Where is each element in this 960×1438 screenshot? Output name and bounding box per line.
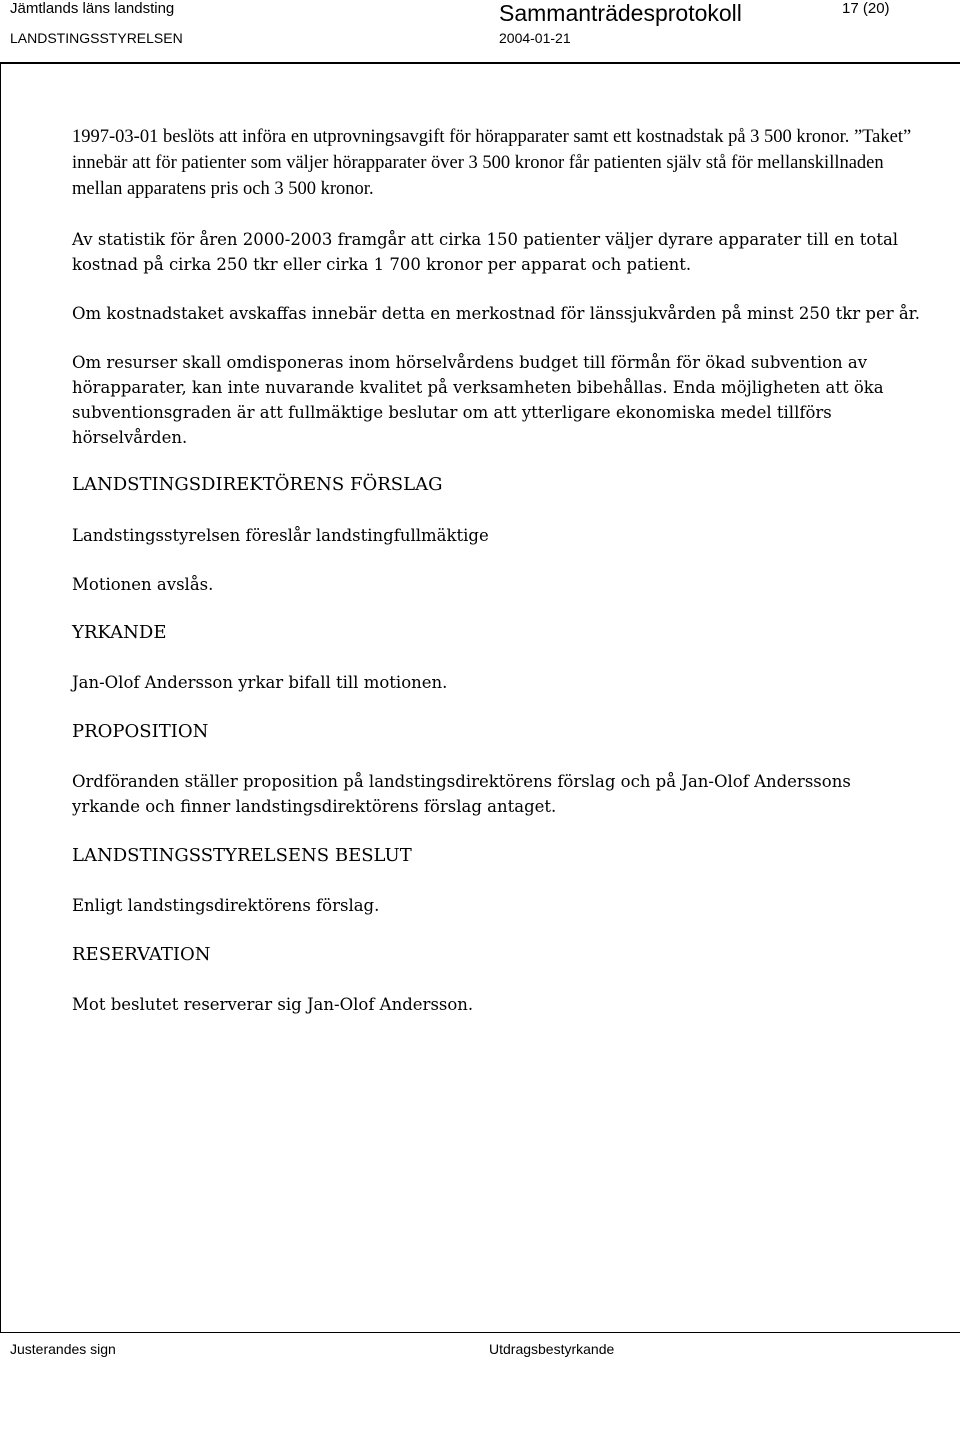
footer-rule [0,1332,960,1333]
decision-text: Enligt landstingsdirektörens förslag. [72,896,380,915]
heading-reservation: RESERVATION [72,944,211,965]
paragraph-cost-cap: Om kostnadstaket avskaffas innebär detta en merkostnad för länssjukvården på minst 250 tkr per år. [72,304,921,323]
proposal-intro: Landstingsstyrelsen föreslår landstingfullmäktige [72,526,489,545]
organization-name: Jämtlands läns landsting [10,0,175,17]
proposition-text: Ordföranden ställer proposition på landstingsdirektörens förslag och på Jan-Olof Anderssons yrkande och finner landstingsdirektörens förslag antaget. [72,772,851,816]
heading-motion: YRKANDE [72,622,167,643]
extract-label: Utdragsbestyrkande [489,1341,615,1357]
heading-decision: LANDSTINGSSTYRELSENS BESLUT [72,845,412,866]
page-number: 17 (20) [842,0,890,17]
heading-proposition: PROPOSITION [72,721,209,742]
reservation-text: Mot beslutet reserverar sig Jan-Olof Andersson. [72,995,474,1014]
board-name: LANDSTINGSSTYRELSEN [10,30,183,46]
margin-rule [0,62,1,1332]
proposal-text: Motionen avslås. [72,575,214,594]
paragraph-statistics: Av statistik för åren 2000-2003 framgår att cirka 150 patienter väljer dyrare apparater till en total kostnad på cirka 250 tkr eller cirka 1 700 kronor per apparat och patient. [72,230,899,274]
document-title: Sammanträdesprotokoll [499,0,742,26]
heading-proposal: LANDSTINGSDIREKTÖRENS FÖRSLAG [72,474,443,495]
motion-text: Jan-Olof Andersson yrkar bifall till motionen. [72,673,448,692]
document-body [72,124,922,1017]
paragraph-fee-history: 1997-03-01 beslöts att införa en utprovningsavgift för hörapparater samt ett kostnadstak på 3 500 kronor. ”Taket” innebär att för patienter som väljer hörapparater över 3 500 kronor får patienten själv stå för mellanskillnaden mellan apparatens pris och 3 500 kronor. [72,127,912,199]
paragraph-resources: Om resurser skall omdisponeras inom hörselvårdens budget till förmån för ökad subvention av hörapparater, kan inte nuvarande kvalitet på verksamheten bibehållas. Enda möjligheten att öka subventionsgraden är att fullmäktige beslutar om att ytterligare ekonomiska medel tillförs hörselvården. [72,353,884,447]
header-rule [0,62,960,64]
document-date: 2004-01-21 [499,30,571,46]
signature-label: Justerandes sign [10,1341,116,1357]
